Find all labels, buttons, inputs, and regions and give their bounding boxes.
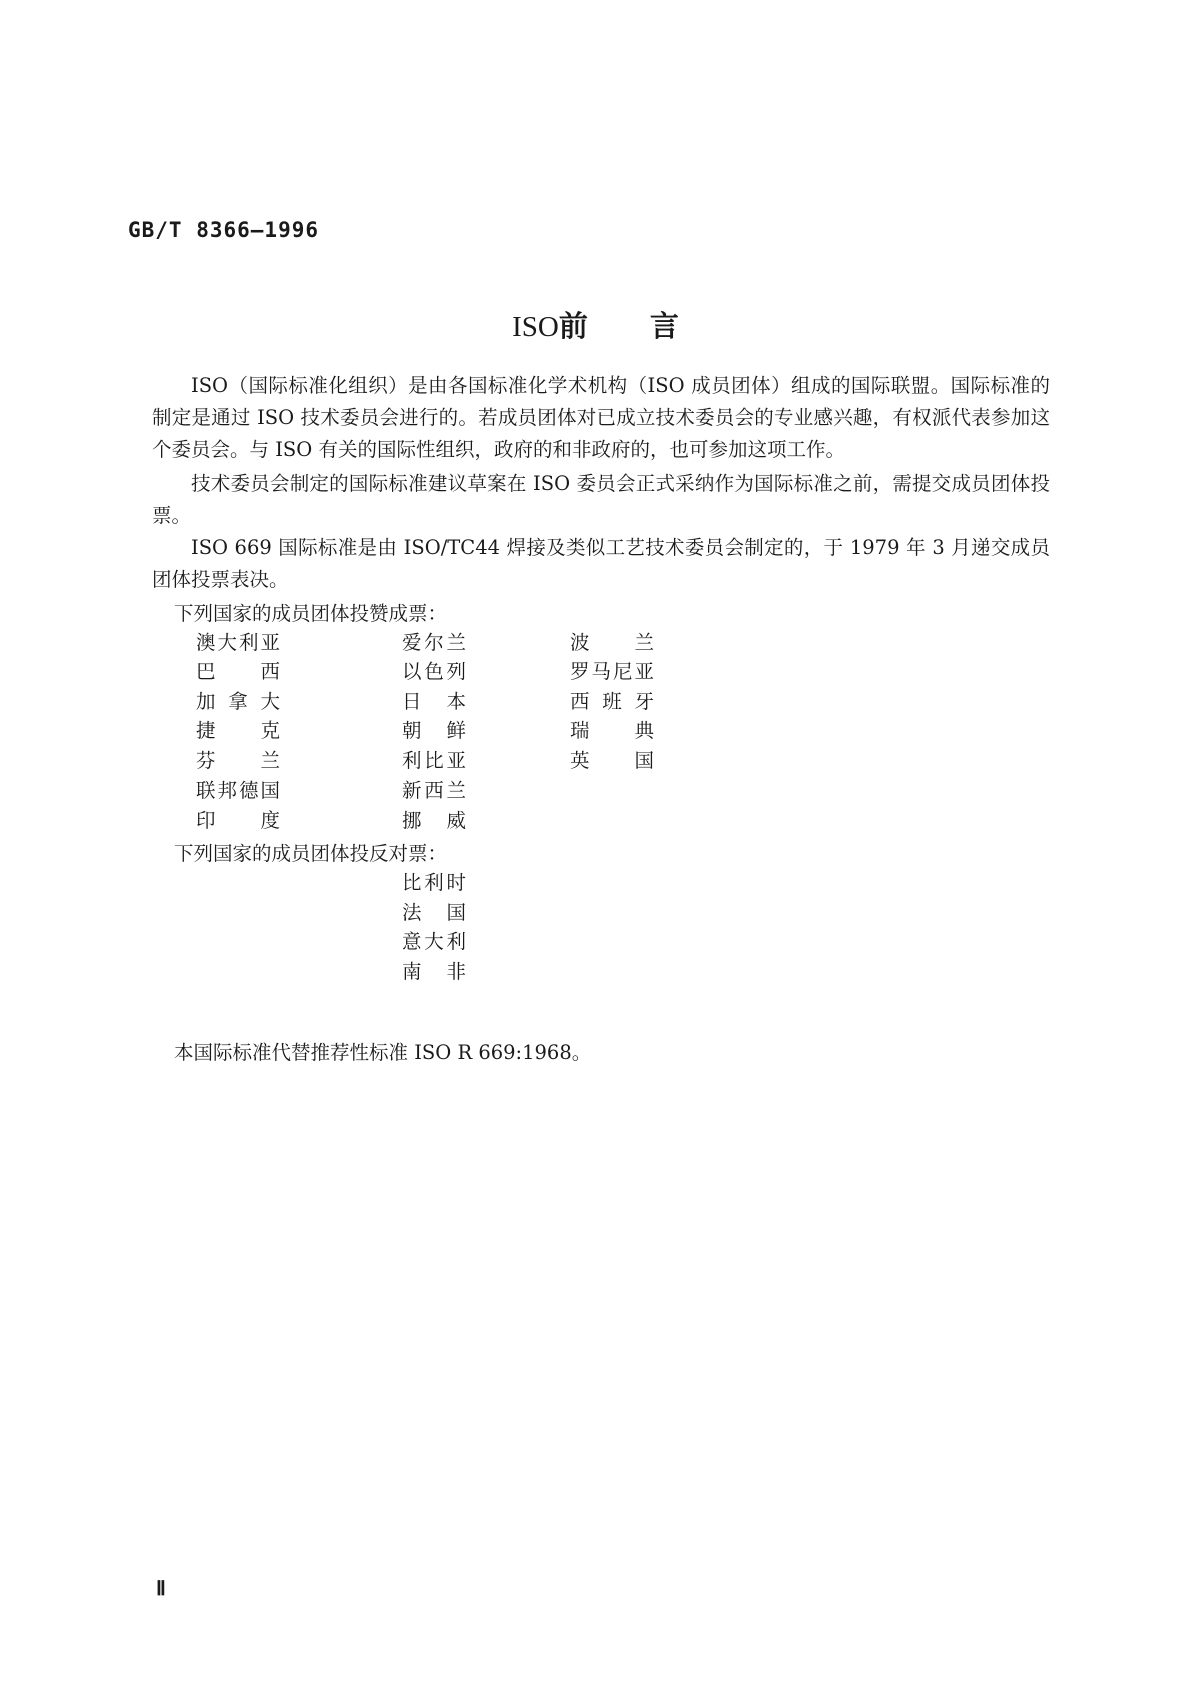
country-approve: 澳大利亚 [196,631,280,654]
paragraph-text: ISO（国际标准化组织）是由各国标准化学术机构（ISO 成员团体）组成的国际联盟。国际标准的制定是通过 ISO 技术委员会进行的。若成员团体对已成立技术委员会的专业感兴趣，有权派代表参加这个委员会。与 ISO 有关的国际性组织，政府的和非政府的，也可参加这项工作。 [152,374,1050,461]
country-approve: 波兰 [570,631,654,654]
title-main: 前言 [558,309,741,343]
approve-intro: 下列国家的成员团体投赞成票： [174,602,448,625]
oppose-intro: 下列国家的成员团体投反对票： [174,842,448,865]
paragraph-text: ISO 669 国际标准是由 ISO/TC44 焊接及类似工艺技术委员会制定的，于 1979 年 3 月递交成员团体投票表决。 [152,536,1050,591]
country-approve: 爱尔兰 [402,631,466,654]
country-approve: 新西兰 [402,779,466,802]
country-approve: 印度 [196,809,280,832]
country-oppose: 意大利 [402,930,466,953]
country-approve: 西班牙 [570,690,654,713]
paragraph-iso669 [152,532,1050,596]
country-approve: 日本 [402,690,466,713]
country-oppose: 南非 [402,960,466,983]
country-approve: 利比亚 [402,749,466,772]
title-prefix: ISO [512,311,559,343]
country-approve: 联邦德国 [196,779,280,802]
country-approve: 英国 [570,749,654,772]
country-oppose: 比利时 [402,871,466,894]
country-approve: 朝鲜 [402,719,466,742]
country-approve: 芬兰 [196,749,280,772]
standard-code: GB/T 8366—1996 [128,218,320,242]
country-approve: 挪威 [402,809,466,832]
replacement-note: 本国际标准代替推荐性标准 ISO R 669:1968。 [174,1041,592,1064]
country-oppose: 法国 [402,901,466,924]
country-approve: 罗马尼亚 [570,660,654,683]
paragraph-iso-intro [152,370,1050,466]
country-approve: 巴西 [196,660,280,683]
paragraph-text: 技术委员会制定的国际标准建议草案在 ISO 委员会正式采纳作为国际标准之前，需提交成员团体投票。 [152,472,1050,527]
country-approve: 以色列 [402,660,466,683]
page-number: Ⅱ [156,1578,166,1600]
country-approve: 加拿大 [196,690,280,713]
page-title [0,308,1191,345]
country-approve: 捷克 [196,719,280,742]
paragraph-voting [152,468,1050,532]
country-approve: 瑞典 [570,719,654,742]
